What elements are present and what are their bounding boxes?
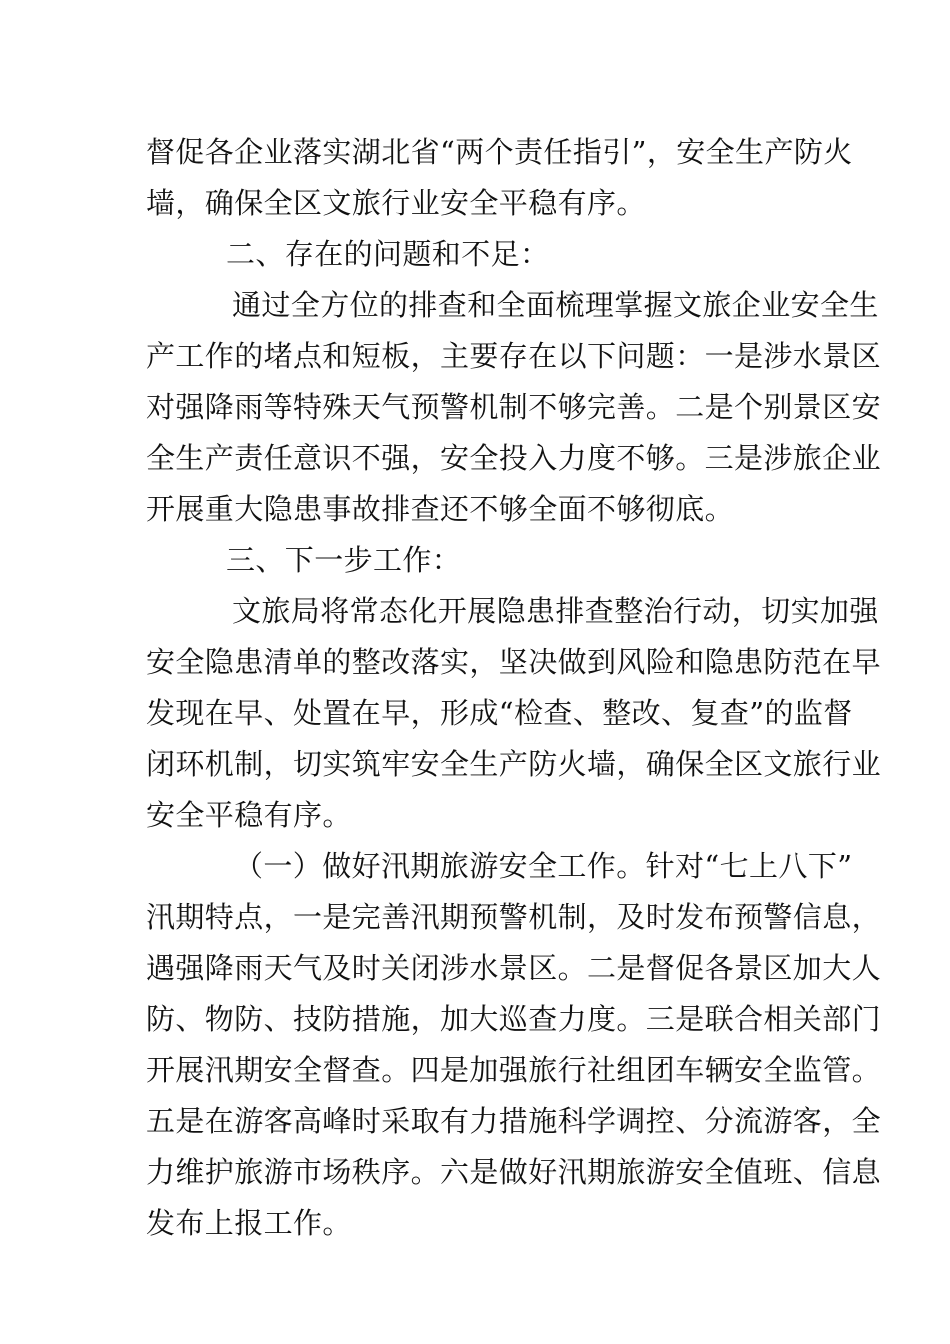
text-line: 发布上报工作。 (146, 1206, 352, 1240)
text-line: 发现在早、处置在早，形成“检查、整改、复查”的监督 (146, 696, 853, 730)
text-line: 开展汛期安全督查。四是加强旅行社组团车辆安全监管。 (146, 1053, 882, 1087)
text-line: 对强降雨等特殊天气预警机制不够完善。二是个别景区安 (146, 390, 882, 424)
text-line: 督促各企业落实湖北省“两个责任指引”，安全生产防火 (146, 135, 853, 169)
text-line: 通过全方位的排查和全面梳理掌握文旅企业安全生 (232, 288, 879, 322)
text-line: 安全隐患清单的整改落实，坚决做到风险和隐患防范在早 (146, 645, 882, 679)
text-line: 防、物防、技防措施，加大巡查力度。三是联合相关部门 (146, 1002, 882, 1036)
text-line: 产工作的堵点和短板，主要存在以下问题：一是涉水景区 (146, 339, 882, 373)
text-line: 开展重大隐患事故排查还不够全面不够彻底。 (146, 492, 735, 526)
text-line: 安全平稳有序。 (146, 798, 352, 832)
section-heading-next-steps: 三、下一步工作： (226, 543, 462, 577)
text-line: 汛期特点，一是完善汛期预警机制，及时发布预警信息， (146, 900, 882, 934)
text-line: 全生产责任意识不强，安全投入力度不够。三是涉旅企业 (146, 441, 882, 475)
subsection-heading-flood-season: （一）做好汛期旅游安全工作。针对“七上八下” (234, 849, 853, 883)
text-line: 文旅局将常态化开展隐患排查整治行动，切实加强 (232, 594, 879, 628)
text-line: 墙，确保全区文旅行业安全平稳有序。 (146, 186, 646, 220)
text-line: 力维护旅游市场秩序。六是做好汛期旅游安全值班、信息 (146, 1155, 882, 1189)
section-heading-problems: 二、存在的问题和不足： (226, 237, 550, 271)
text-line: 遇强降雨天气及时关闭涉水景区。二是督促各景区加大人 (146, 951, 882, 985)
text-line: 五是在游客高峰时采取有力措施科学调控、分流游客，全 (146, 1104, 882, 1138)
text-line: 闭环机制，切实筑牢安全生产防火墙，确保全区文旅行业 (146, 747, 882, 781)
